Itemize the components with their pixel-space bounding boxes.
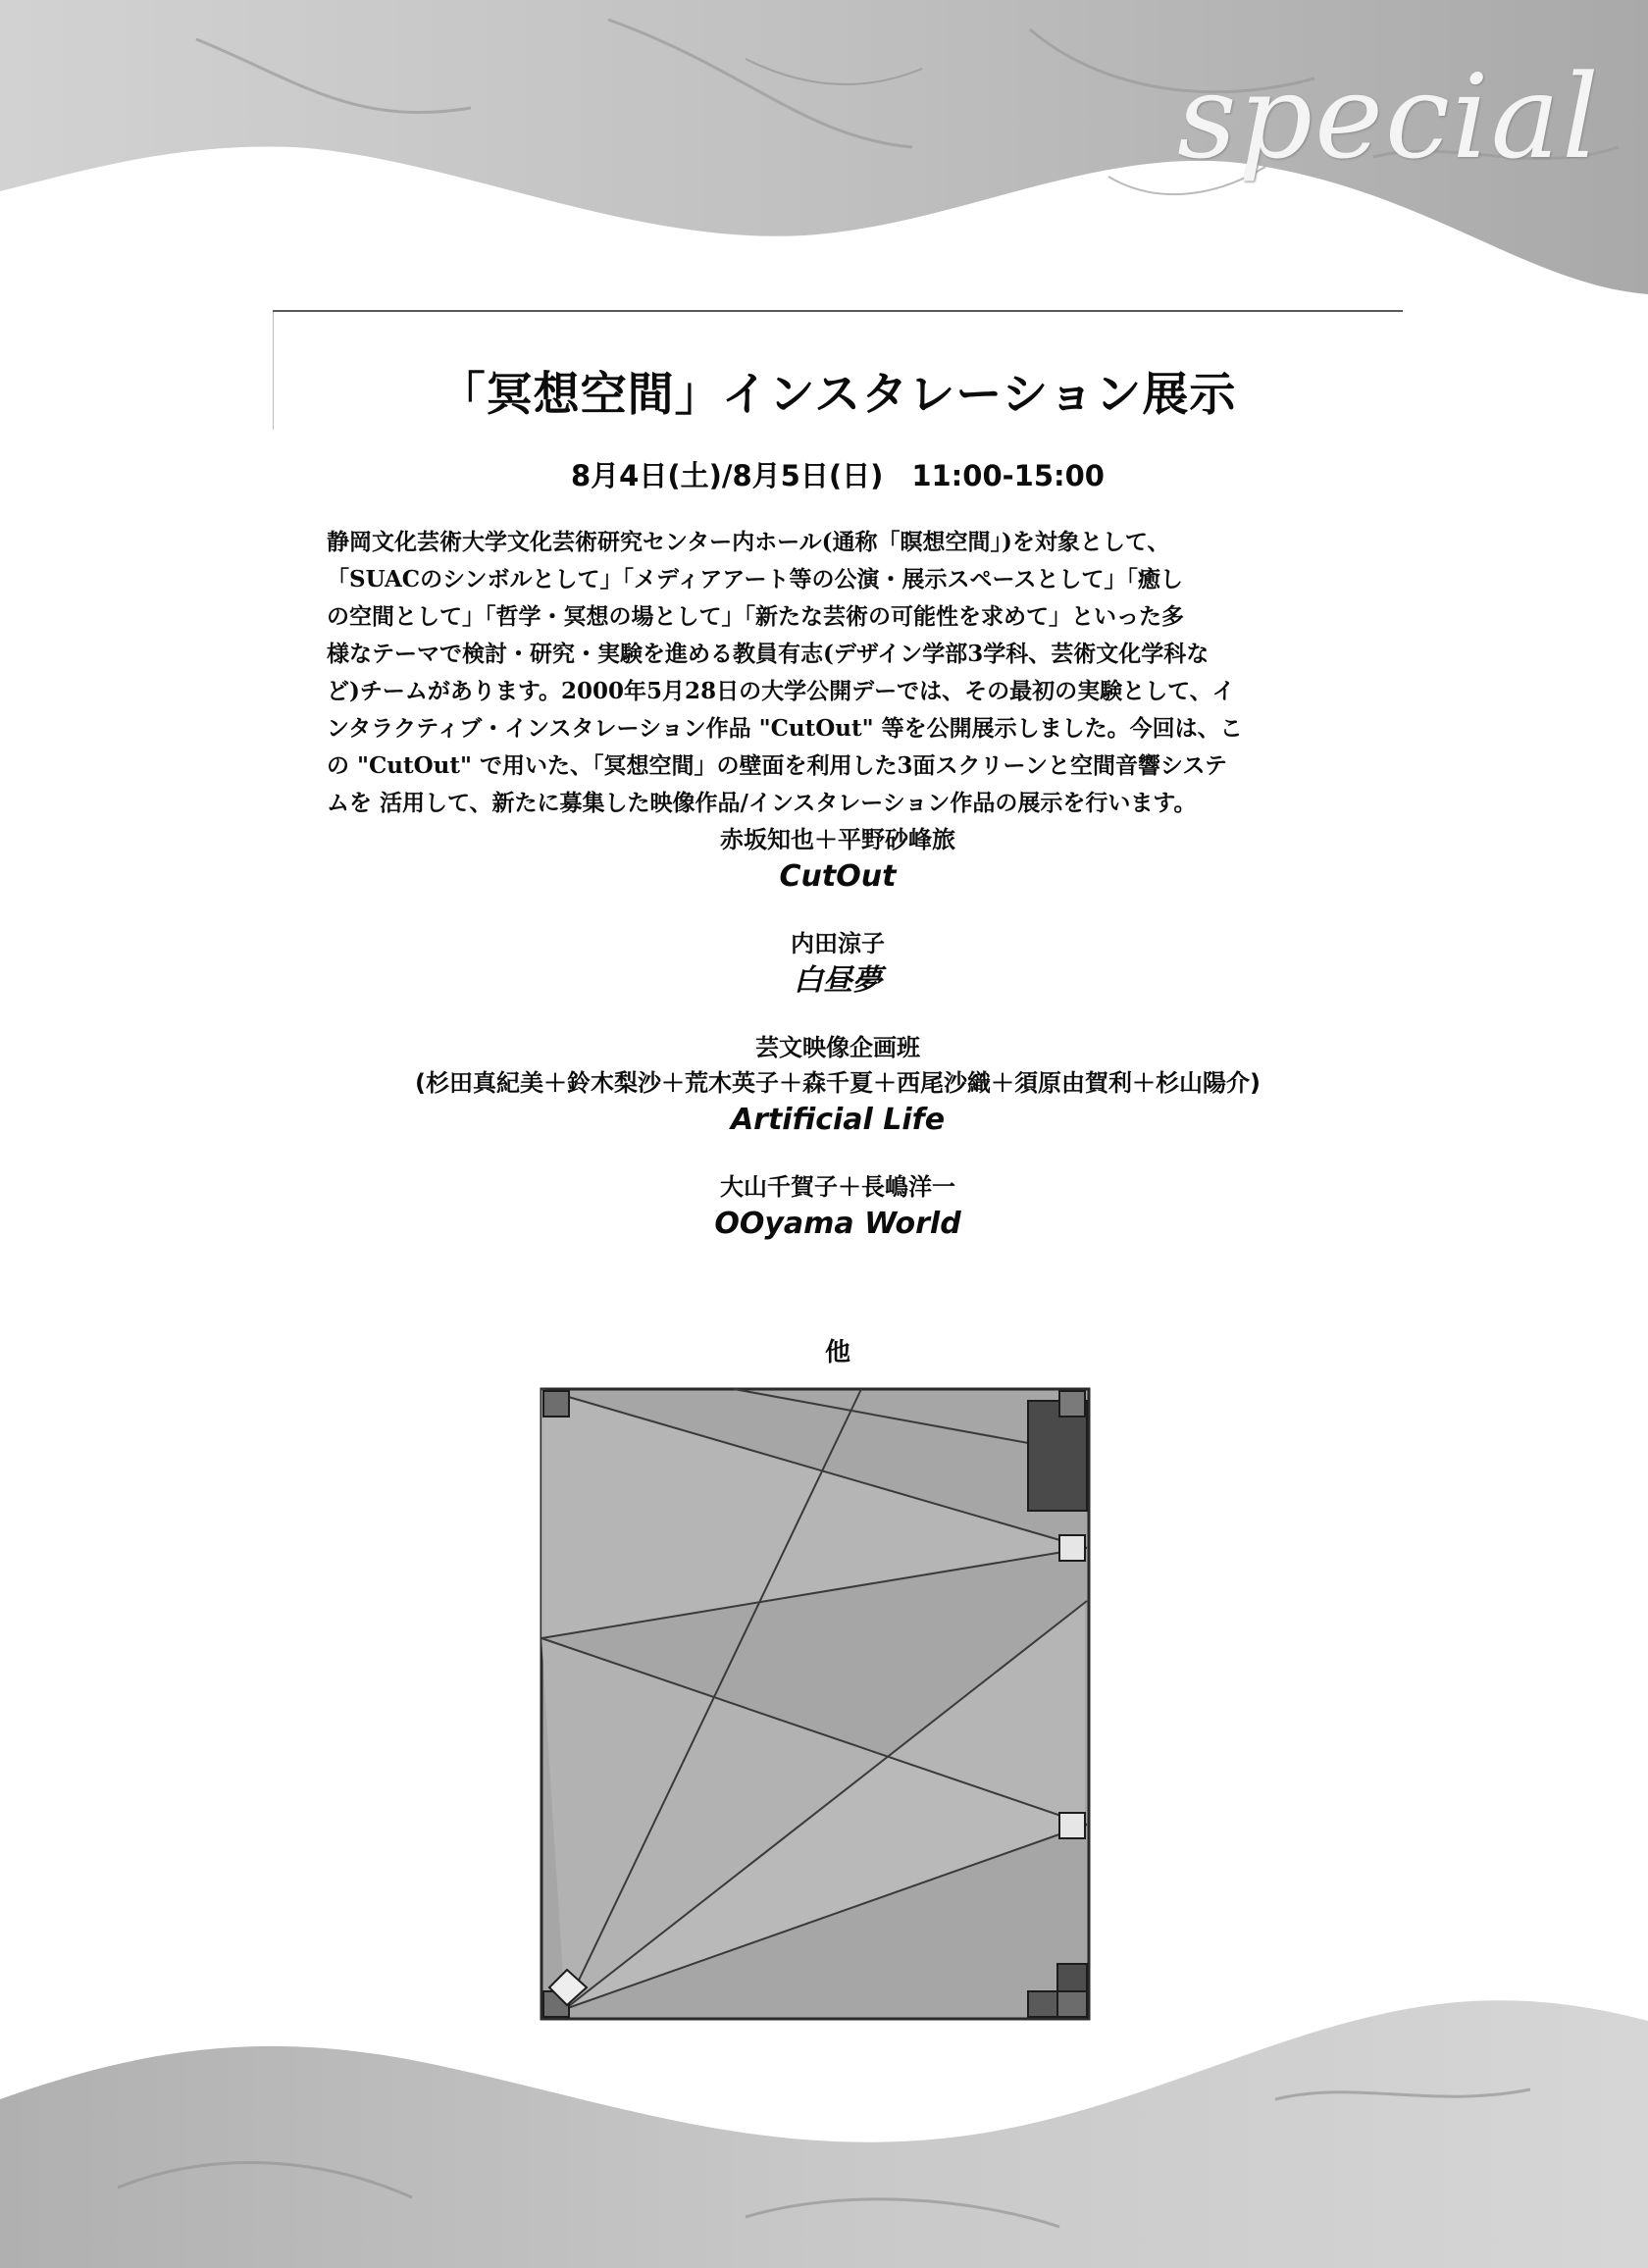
bottom-background-wave [0, 1991, 1648, 2268]
description-line: 様なテーマで検討・研究・実験を進める教員有志(デザイン学部3学科、芸術文化学科な [327, 641, 1210, 667]
header-rule [273, 310, 1403, 312]
works-list [273, 822, 1403, 1273]
corner-marker [1059, 1391, 1085, 1417]
description-line: ムを 活用して、新たに募集した映像作品/インスタレーション作品の展示を行います。 [327, 790, 1197, 816]
work-artist: 大山千賀子＋長嶋洋一 [720, 1173, 955, 1201]
event-description [327, 524, 1325, 822]
work-item [273, 926, 1403, 1001]
corner-marker [543, 1391, 569, 1417]
description-line: の空間として」「哲学・冥想の場として」「新たな芸術の可能性を求めて」といった多 [327, 603, 1184, 630]
corner-marker [1057, 1964, 1087, 1991]
space-diagram [538, 1385, 1095, 2023]
work-item [273, 1030, 1403, 1140]
corner-marker [1057, 1991, 1087, 2017]
special-label: special [1177, 49, 1601, 184]
work-artist: 芸文映像企画班 [755, 1034, 920, 1061]
description-line: 静岡文化芸術大学文化芸術研究センター内ホール(通称「瞑想空間」)を対象として、 [327, 529, 1170, 555]
work-members: (杉田真紀美＋鈴木梨沙＋荒木英子＋森千夏＋西尾沙織＋須原由賀利＋杉山陽介) [415, 1069, 1261, 1097]
work-title: 白昼夢 [794, 963, 882, 998]
description-line: 「SUACのシンボルとして」「メディアアート等の公演・展示スペースとして」「癒し [327, 566, 1183, 593]
speaker-marker [1059, 1535, 1085, 1561]
work-title: Artificial Life [730, 1103, 946, 1137]
work-item [273, 822, 1403, 897]
event-date: 8月4日(土)/8月5日(日) 11:00-15:00 [571, 459, 1105, 492]
page-title: 「冥想空間」インスタレーション展示 [438, 368, 1237, 422]
corner-marker [1028, 1991, 1057, 2017]
description-line: ンタラクティブ・インスタレーション作品 "CutOut" 等を公開展示しました。今回は、こ [327, 715, 1243, 742]
work-artist: 赤坂知也＋平野砂峰旅 [720, 826, 955, 853]
others-note: 他 [824, 1338, 850, 1367]
description-line: の "CutOut" で用いた、「冥想空間」の壁面を利用した3面スクリーンと空間音響システ [327, 752, 1227, 779]
speaker-marker [1059, 1813, 1085, 1838]
work-item [273, 1169, 1403, 1244]
work-artist: 内田涼子 [791, 930, 885, 957]
work-title: CutOut [779, 859, 897, 894]
description-line: ど)チームがあります。2000年5月28日の大学公開デーでは、その最初の実験として、イ [327, 678, 1235, 704]
work-title: OOyama World [714, 1207, 961, 1241]
